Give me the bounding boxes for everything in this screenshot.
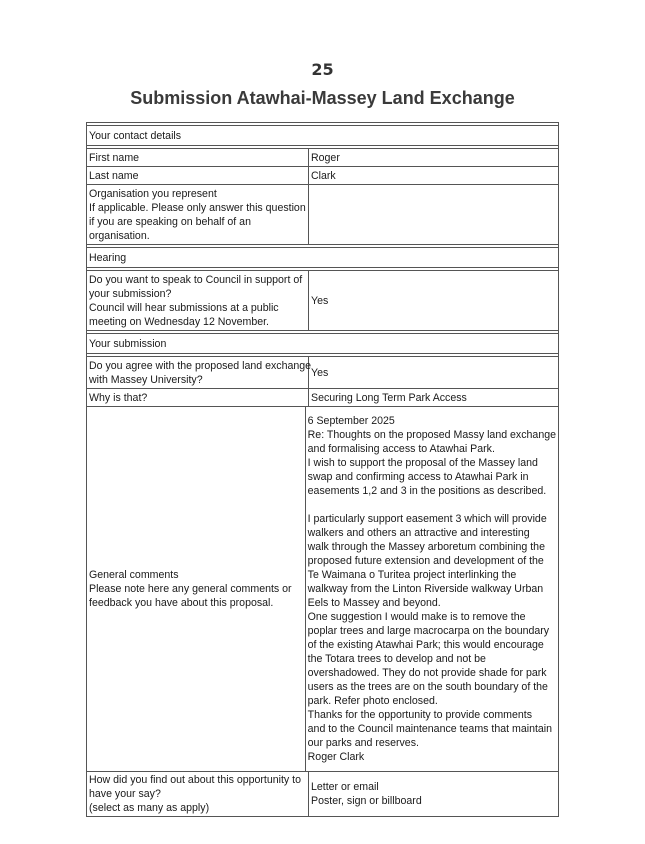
table-row-why <box>87 389 558 407</box>
organisation-label-line: organisation. <box>89 229 150 242</box>
how-found-label <box>87 772 309 816</box>
table-row-general-comments <box>87 407 558 772</box>
section-heading: Your submission <box>89 337 167 350</box>
document-title: Submission Atawhai-Massey Land Exchange <box>130 88 515 108</box>
agree-label-line: with Massey University? <box>89 373 203 386</box>
general-comments-line: our parks and reserves. <box>307 737 419 749</box>
last-name-value: Clark <box>311 169 336 182</box>
table-row-first-name <box>87 149 558 167</box>
table-row-last-name <box>87 167 558 185</box>
speak-label-line: your submission? <box>89 287 172 300</box>
general-comments-line: and formalising access to Atawhai Park. <box>307 443 495 455</box>
table-row-how-found <box>87 772 558 817</box>
how-found-option: Letter or email <box>311 781 379 793</box>
section-header-submission <box>87 334 558 354</box>
section-heading: Your contact details <box>89 129 182 142</box>
general-comments-line: overshadowed. They do not provide shade for park <box>307 667 547 679</box>
section-heading: Hearing <box>89 251 127 264</box>
table-row-speak <box>87 271 558 331</box>
general-comments-value <box>306 407 558 771</box>
speak-value: Yes <box>311 294 329 307</box>
how-found-label-line: have your say? <box>89 788 161 800</box>
general-comments-line: walkway from the Linton Riverside walkway Urban <box>307 583 544 595</box>
last-name-label: Last name <box>87 167 309 184</box>
general-comments-label-line: feedback you have about this proposal. <box>89 597 274 609</box>
why-label: Why is that? <box>87 389 309 406</box>
general-comments-line: and to the Council maintenance teams that maintain <box>307 723 553 735</box>
general-comments-line: users as the trees are on the south boundary of the <box>307 681 548 693</box>
organisation-label-line: if you are speaking on behalf of an <box>89 215 251 228</box>
speak-label-line: meeting on Wednesday 12 November. <box>89 315 270 328</box>
agree-value: Yes <box>311 366 329 379</box>
speak-label <box>87 271 309 330</box>
general-comments-line: I particularly support easement 3 which will provide <box>307 513 547 525</box>
page-number: 25 <box>311 60 334 79</box>
general-comments-line: proposed future extension and development of the <box>307 555 544 567</box>
general-comments-line: walkers and others an attractive and interesting <box>307 527 530 539</box>
general-comments-line: I wish to support the proposal of the Massey land <box>307 457 538 469</box>
how-found-option: Poster, sign or billboard <box>311 795 422 807</box>
general-comments-line: 6 September 2025 <box>307 415 395 427</box>
speak-label-line: Do you want to speak to Council in support of <box>89 273 303 286</box>
agree-label <box>87 357 312 388</box>
general-comments-line: walk through the Massey arboretum combining the <box>307 541 545 553</box>
table-row-agree <box>87 357 558 389</box>
general-comments-label-line: Please note here any general comments or <box>89 583 292 595</box>
agree-label-line: Do you agree with the proposed land exchange <box>89 359 312 372</box>
general-comments-line: poplar trees and large macrocarpa on the boundary <box>307 625 550 637</box>
section-header-hearing <box>87 248 558 268</box>
section-header-contact <box>87 126 558 146</box>
organisation-value <box>309 185 558 244</box>
table-row-organisation <box>87 185 558 245</box>
first-name-label: First name <box>87 149 309 166</box>
general-comments-line: swap and confirming access to Atawhai Park in <box>307 471 529 483</box>
general-comments-line: Eels to Massey and beyond. <box>307 597 441 609</box>
general-comments-line: Re: Thoughts on the proposed Massy land exchange <box>307 429 556 441</box>
organisation-label-line: Organisation you represent <box>89 187 217 200</box>
submission-form-table <box>86 122 559 817</box>
general-comments-line: One suggestion I would make is to remove the <box>307 611 526 623</box>
how-found-label-line: (select as many as apply) <box>89 802 210 814</box>
organisation-label <box>87 185 309 244</box>
why-value: Securing Long Term Park Access <box>311 391 467 404</box>
speak-label-line: Council will hear submissions at a public <box>89 301 279 314</box>
general-comments-line: park. Refer photo enclosed. <box>307 695 438 707</box>
general-comments-line: Te Waimana o Turitea project interlinking the <box>307 569 517 581</box>
organisation-label-line: If applicable. Please only answer this question <box>89 201 306 214</box>
general-comments-line: Roger Clark <box>307 751 365 763</box>
general-comments-line: Thanks for the opportunity to provide comments <box>307 709 533 721</box>
general-comments-label <box>87 407 306 771</box>
general-comments-label-line: General comments <box>89 569 179 581</box>
general-comments-line: of the existing Atawhai Park; this would encourage <box>307 639 544 651</box>
general-comments-line: the Totara trees to develop and not be <box>307 653 486 665</box>
how-found-value <box>309 772 558 816</box>
first-name-value: Roger <box>311 151 340 164</box>
paragraph-gap <box>308 498 556 512</box>
general-comments-line: easements 1,2 and 3 in the positions as described. <box>307 485 547 497</box>
how-found-label-line: How did you find out about this opportunity to <box>89 774 302 786</box>
